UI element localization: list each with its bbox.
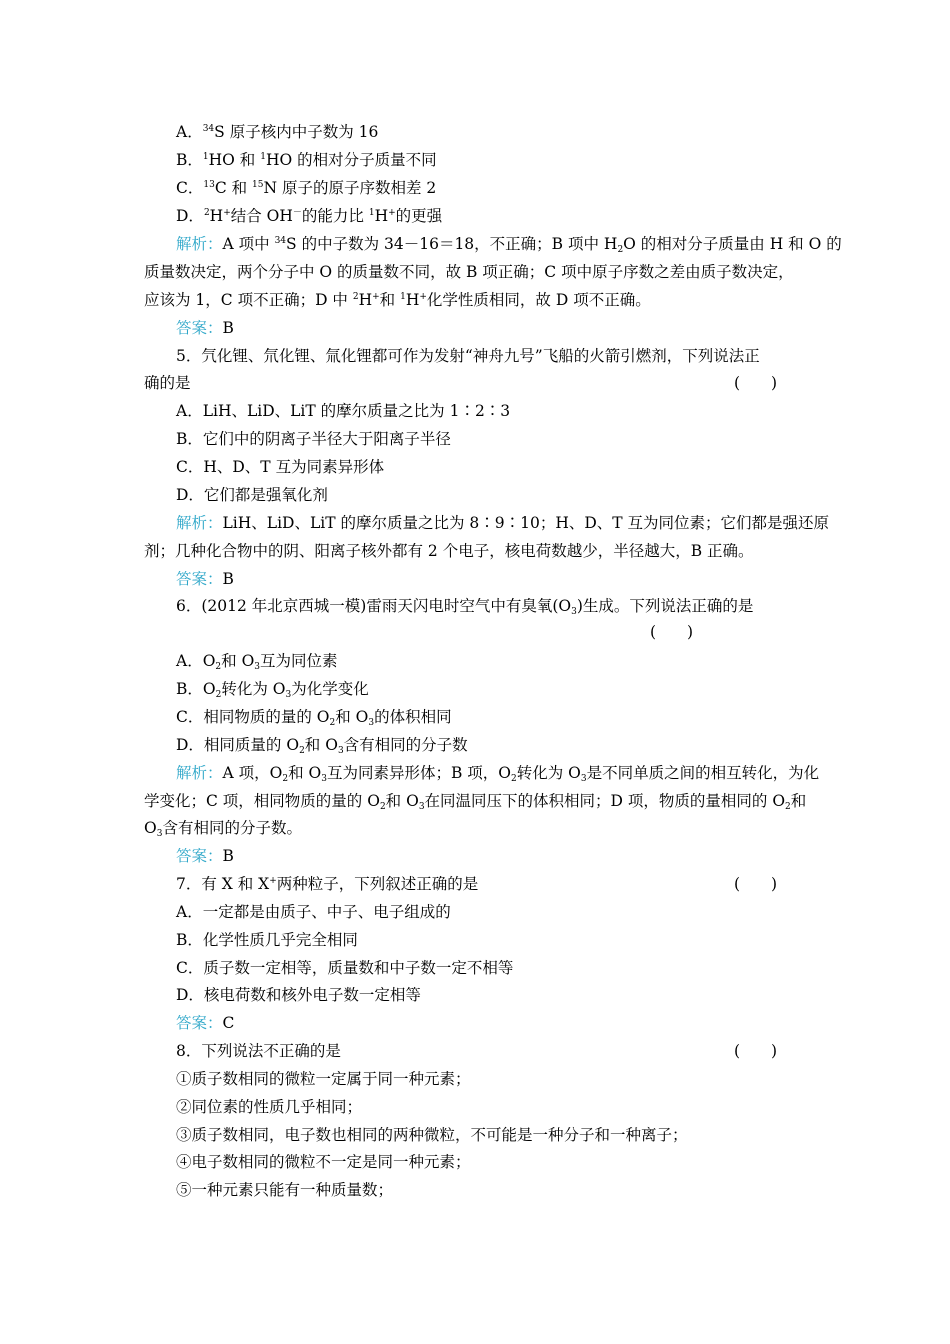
analysis-label: 解析：: [176, 235, 223, 253]
q4-analysis-line-2: 质量数决定，两个分子中 O 的质量数不同，故 B 项正确；C 项中原子序数之差由质子数决定，: [144, 263, 794, 281]
q7-answer-paren: ( ): [734, 875, 778, 893]
q8-statement-2: ②同位素的性质几乎相同；: [176, 1098, 363, 1116]
analysis-label: 解析：: [176, 514, 223, 532]
q7-option-a: A．一定都是由质子、中子、电子组成的: [176, 903, 451, 921]
q6-option-d: D．相同质量的 $O_2$和 $O_3$含有相同的分子数: [176, 736, 468, 756]
q5-option-d: D．它们都是强氧化剂: [176, 486, 328, 504]
q5-stem-line-1: 5．氕化锂、氘化锂、氚化锂都可作为发射“神舟九号”飞船的火箭引燃剂，下列说法正: [176, 347, 760, 365]
q7-option-c: C．质子数一定相等，质量数和中子数一定不相等: [176, 959, 514, 977]
q5-answer: 答案：B: [176, 570, 234, 588]
q5-answer-paren: ( ): [734, 374, 778, 392]
q8-statement-1: ①质子数相同的微粒一定属于同一种元素；: [176, 1070, 471, 1088]
q6-answer-paren: ( ): [650, 623, 694, 641]
q6-analysis-line-2: 学变化；C 项，相同物质的量的 $O_2$和 $O_3$在同温同压下的体积相同；D 项，物质的量相同的 $O_2$和: [144, 792, 807, 812]
q5-stem-line-2: 确的是: [144, 374, 191, 392]
q5-option-a: A．LiH、LiD、LiT 的摩尔质量之比为 1∶2∶3: [176, 402, 511, 420]
q6-stem: 6．(2012 年北京西城一模)雷雨天闪电时空气中有臭氧$(O_3)$生成。下列说法正确的是: [176, 597, 754, 617]
q7-option-b: B．化学性质几乎完全相同: [176, 931, 358, 949]
q8-answer-paren: ( ): [734, 1042, 778, 1060]
q8-statement-4: ④电子数相同的微粒不一定是同一种元素；: [176, 1153, 471, 1171]
analysis-label: 解析：: [176, 764, 223, 782]
answer-label: 答案：: [176, 319, 223, 337]
q6-analysis-line-3: $O_3$含有相同的分子数。: [144, 819, 302, 839]
q6-option-b: B．$O_2$转化为 $O_3$为化学变化: [176, 680, 369, 700]
q5-analysis-line-1: 解析：LiH、LiD、LiT 的摩尔质量之比为 8∶9∶10；H、D、T 互为同位素；它们都是强还原: [176, 514, 830, 532]
q4-analysis-line-3: 应该为 1，C 项不正确；D 中 $^2$H+和 $^1$H+化学性质相同，故 D 项不正确。: [144, 291, 651, 309]
q7-option-d: D．核电荷数和核外电子数一定相等: [176, 986, 421, 1004]
q6-option-a: A．$O_2$和 $O_3$互为同位素: [176, 652, 338, 672]
q4-analysis-line-1: 解析：A 项中 $^{34}$S 的中子数为 34－16＝18，不正确；B 项中 $H_2O$ 的相对分子质量由 H 和 O 的: [176, 235, 842, 255]
q6-option-c: C．相同物质的量的 $O_2$和 $O_3$的体积相同: [176, 708, 452, 728]
q8-statement-5: ⑤一种元素只能有一种质量数；: [176, 1181, 394, 1199]
q4-option-a: A．$^{34}$S 原子核内中子数为 16: [176, 123, 379, 141]
q4-answer: 答案：B: [176, 319, 234, 337]
q4-option-b: B．$^1$HO 和 $^1$HO 的相对分子质量不同: [176, 151, 437, 169]
q7-stem: 7．有 X 和 X+两种粒子，下列叙述正确的是: [176, 875, 479, 893]
q7-answer: 答案：C: [176, 1014, 235, 1032]
answer-label: 答案：: [176, 570, 223, 588]
q4-option-d: D．$^2$H+结合 OH－的能力比 $^1$H+的更强: [176, 207, 443, 225]
q5-option-b: B．它们中的阴离子半径大于阳离子半径: [176, 430, 451, 448]
answer-label: 答案：: [176, 847, 223, 865]
answer-label: 答案：: [176, 1014, 223, 1032]
q4-option-c: C．$^{13}$C 和 $^{15}$N 原子的原子序数相差 2: [176, 179, 437, 197]
q5-option-c: C．H、D、T 互为同素异形体: [176, 458, 385, 476]
q6-analysis-line-1: 解析：A 项，$O_2$和 $O_3$互为同素异形体；B 项，$O_2$转化为 $O_3$是不同单质之间的相互转化，为化: [176, 764, 820, 784]
q8-statement-3: ③质子数相同，电子数也相同的两种微粒，不可能是一种分子和一种离子；: [176, 1126, 688, 1144]
q6-answer: 答案：B: [176, 847, 234, 865]
q5-analysis-line-2: 剂；几种化合物中的阴、阳离子核外都有 2 个电子，核电荷数越少，半径越大，B 正确。: [144, 542, 754, 560]
q8-stem: 8．下列说法不正确的是: [176, 1042, 341, 1060]
